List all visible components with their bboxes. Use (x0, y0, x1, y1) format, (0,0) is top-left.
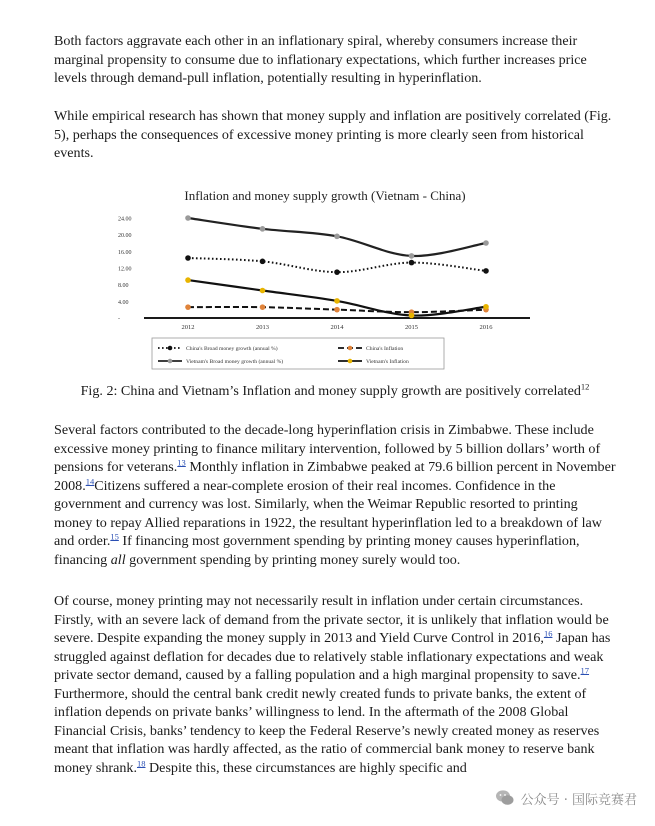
paragraph-text: Furthermore, should the central bank credit newly created funds to private banks, the extent of inflation depends on private banks’ willingness to lend. In the aftermath of the 2008 Global Financial Crisis, banks’ tendency to keep the Federal Reserve’s newly created money as reserves meant that inflation was hardly affected, as the ratio of commercial bank money to reserve bank money shrank. (54, 685, 600, 776)
legend-label: Vietnam's Broad money growth (annual %) (186, 359, 284, 366)
data-point-series-3 (334, 234, 340, 240)
data-point-series-1 (409, 260, 415, 266)
legend-swatch-marker (348, 359, 353, 364)
y-tick-label: - (118, 316, 120, 323)
paragraph-empirical-research (54, 107, 616, 163)
paragraph-text: government spending by printing money surely would too. (125, 551, 461, 568)
caption-text: Fig. 2: China and Vietnam’s Inflation and money supply growth are positively correlated (80, 383, 581, 399)
x-tick-label: 2014 (330, 324, 344, 331)
y-tick-label: 24.00 (118, 216, 132, 223)
paragraph-text: Monthly inflation in Zimbabwe peaked at 79.6 billion percent in November 2008. (54, 459, 616, 494)
data-point-series-4 (409, 313, 415, 319)
data-point-series-3 (185, 215, 191, 221)
x-tick-label: 2015 (405, 324, 418, 331)
watermark-text: 公众号 · 国际竞赛君 (520, 792, 637, 808)
y-tick-label: 16.00 (118, 249, 132, 256)
data-point-series-2 (260, 304, 266, 310)
x-tick-label: 2016 (479, 324, 493, 331)
chart-container (112, 180, 538, 372)
data-point-series-4 (334, 298, 340, 304)
paragraph-text: Both factors aggravate each other in an inflationary spiral, whereby consumers increase their marginal propensity to consume due to inflationary expectations, which further increases price levels through demand-pull inflation, potentially resulting in hyperinflation. (54, 33, 587, 86)
legend-label: China's Inflation (366, 346, 404, 353)
data-point-series-1 (483, 268, 489, 274)
paragraph-text: Of course, money printing may not necessarily result in inflation under certain circumstances. Firstly, with an severe lack of demand from the private sector, it is unlikely that inflation would be severe. Despite expanding the money supply in 2013 and Yield Curve Control in 2016, (54, 593, 609, 646)
footnote-link-13[interactable]: 13 (177, 457, 186, 468)
footnote-link-12[interactable]: 12 (580, 381, 590, 392)
y-tick-label: 20.00 (118, 233, 132, 240)
footnote-link-14[interactable]: 14 (85, 475, 95, 486)
data-point-series-2 (185, 304, 191, 310)
legend-label: Vietnam's Inflation (366, 359, 409, 366)
paragraph-zimbabwe (54, 421, 616, 569)
legend-swatch-marker (168, 359, 173, 364)
data-point-series-1 (260, 259, 266, 265)
paragraph-text: Several factors contributed to the decade-long hyperinflation crisis in Zimbabwe. These include excessive money printing to finance military intervention, followed by 5 billion dollars’ worth of pensions for veterans. (54, 422, 601, 475)
data-point-series-3 (483, 240, 489, 246)
paragraph-text: If financing most government spending by printing money causes hyperinflation, financing (54, 533, 580, 568)
paragraph-inflationary-spiral (54, 32, 616, 88)
paragraph-money-printing (54, 592, 616, 777)
data-point-series-4 (185, 277, 191, 283)
wechat-icon (495, 788, 515, 808)
footnote-link-15[interactable]: 15 (110, 531, 119, 542)
paragraph-text: Japan has struggled against deflation for decades due to relatively stable inflationary expectations and weak private sector demand, caused by a falling population and a high marginal propensity to save. (54, 630, 611, 683)
data-point-series-4 (260, 288, 266, 294)
legend-swatch-marker (348, 346, 353, 351)
data-point-series-1 (334, 269, 340, 275)
footnote-link-18[interactable]: 18 (136, 757, 146, 768)
legend-swatch-marker (168, 346, 173, 351)
figure-caption (54, 382, 616, 400)
legend-label: China's Broad money growth (annual %) (186, 346, 278, 353)
data-point-series-2 (334, 307, 340, 313)
data-point-series-3 (409, 253, 415, 259)
chart-title: Inflation and money supply growth (Vietnam - China) (184, 188, 466, 203)
line-chart (112, 180, 538, 372)
paragraph-text: While empirical research has shown that money supply and inflation are positively correlated (Fig. 5), perhaps the consequences of excessive money printing is more clearly seen from historical events. (54, 108, 612, 161)
paragraph-text: Citizens suffered a near-complete erosion of their real incomes. Confidence in the government and currency was lost. Similarly, when the Weimar Republic resorted to printing money to repay Allied reparations in 1922, the resultant hyperinflation led to a breakdown of law and order. (54, 477, 602, 549)
data-point-series-1 (185, 255, 191, 261)
watermark (495, 788, 637, 808)
y-tick-label: 4.00 (118, 299, 129, 306)
footnote-link-16[interactable]: 16 (543, 628, 553, 639)
footnote-link-17[interactable]: 17 (580, 665, 590, 676)
data-point-series-4 (483, 304, 489, 310)
y-tick-label: 12.00 (118, 266, 132, 273)
x-tick-label: 2012 (181, 324, 195, 331)
paragraph-text: Despite this, these circumstances are highly specific and (145, 759, 467, 776)
data-point-series-3 (260, 226, 266, 232)
y-tick-label: 8.00 (118, 283, 129, 290)
x-tick-label: 2013 (256, 324, 269, 331)
emphasis-all: all (110, 551, 126, 568)
